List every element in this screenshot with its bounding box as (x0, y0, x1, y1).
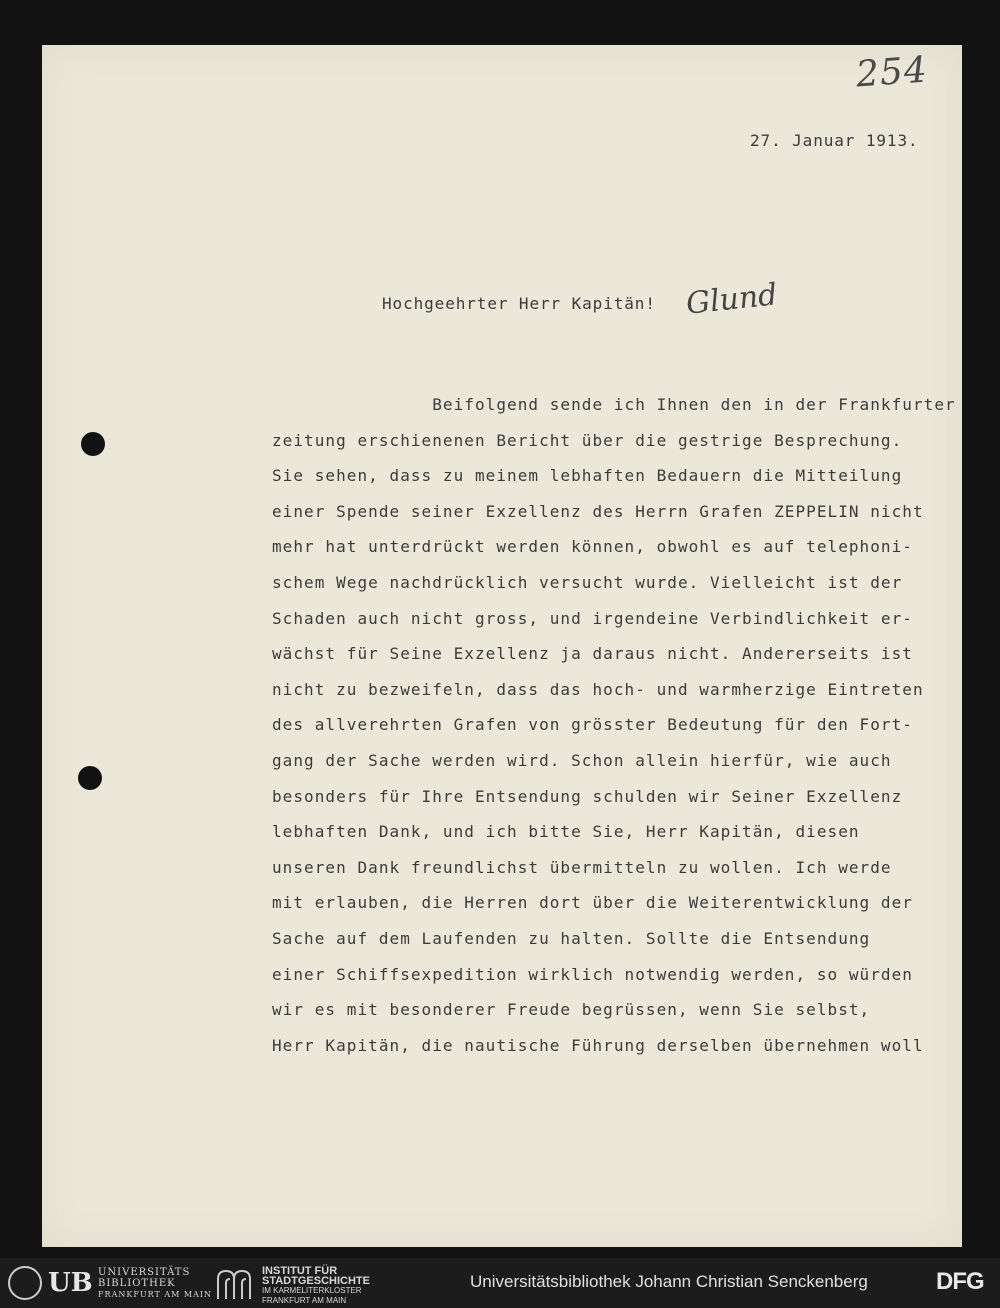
letter-body-line: schem Wege nachdrücklich versucht wurde. Vielleicht ist der (272, 573, 903, 592)
letter-body-line: mehr hat unterdrückt werden können, obwohl es auf telephoni- (272, 537, 913, 557)
letter-body-line: einer Spende seiner Exzellenz des Herrn Grafen ZEPPELIN nicht (272, 501, 924, 521)
ub-logo-text (98, 1267, 212, 1300)
letter-body-line: einer Schiffsexpedition wirklich notwendig werden, so würden (272, 964, 913, 984)
salutation: Hochgeehrter Herr Kapitän! (382, 294, 656, 313)
letter-body-line: Beifolgend sende ich Ihnen den in der Frankfurter (272, 395, 956, 414)
letter-body-line: unseren Dank freundlichst übermitteln zu wollen. Ich werde (272, 857, 892, 877)
isg-logo-text (262, 1266, 370, 1306)
letter-body-line: Herr Kapitän, die nautische Führung derselben übernehmen woll (272, 1035, 924, 1055)
footer-title[interactable]: Universitätsbibliothek Johann Christian Senckenberg (470, 1272, 868, 1291)
letter-body-line: lebhaften Dank, und ich bitte Sie, Herr Kapitän, diesen (272, 822, 860, 842)
letter-body-line: Sie sehen, dass zu meinem lebhaften Bedauern die Mitteilung (272, 466, 903, 486)
punch-hole-top (81, 432, 105, 456)
letter-body-line: gang der Sache werden wird. Schon allein hierfür, wie auch (272, 751, 892, 770)
handwritten-note: Glund (684, 277, 779, 322)
isg-line-2: STADTGESCHICHTE (262, 1275, 370, 1287)
ub-seal-icon (8, 1266, 42, 1300)
page-number: 254 (854, 49, 930, 96)
ub-line-3: FRANKFURT AM MAIN (98, 1290, 213, 1299)
letter-body-line: Sache auf dem Laufenden zu halten. Sollte die Entsendung (272, 929, 871, 948)
footer-bar (0, 1258, 1000, 1308)
ub-line-2: BIBLIOTHEK (98, 1278, 176, 1289)
letter-body-line: Schaden auch nicht gross, und irgendeine Verbindlichkeit er- (272, 608, 913, 628)
isg-line-3: IM KARMELITERKLOSTER (262, 1286, 362, 1295)
isg-building-icon (214, 1267, 254, 1301)
dfg-logo[interactable]: DFG (936, 1268, 984, 1295)
letter-body-line: nicht zu bezweifeln, dass das hoch- und warmherzige Eintreten (272, 679, 924, 699)
letter-date: 27. Januar 1913. (750, 131, 919, 150)
ub-line-1: UNIVERSITÄTS (98, 1267, 191, 1278)
ub-logo-mark: UB (48, 1268, 93, 1298)
punch-hole-bottom (78, 766, 102, 790)
letter-body-line: zeitung erschienenen Bericht über die gestrige Besprechung. (272, 430, 903, 450)
letter-body-line: besonders für Ihre Entsendung schulden wir Seiner Exzellenz (272, 786, 903, 806)
letter-body-line: wir es mit besonderer Freude begrüssen, wenn Sie selbst, (272, 1000, 871, 1020)
isg-line-4: FRANKFURT AM MAIN (262, 1296, 347, 1305)
isg-line-1: INSTITUT FÜR (262, 1265, 338, 1277)
letter-body-line: mit erlauben, die Herren dort über die Weiterentwicklung der (272, 893, 913, 913)
letter-body-line: des allverehrten Grafen von grösster Bedeutung für den Fort- (272, 715, 913, 735)
letter-body-line: wächst für Seine Exzellenz ja daraus nicht. Andererseits ist (272, 644, 913, 664)
